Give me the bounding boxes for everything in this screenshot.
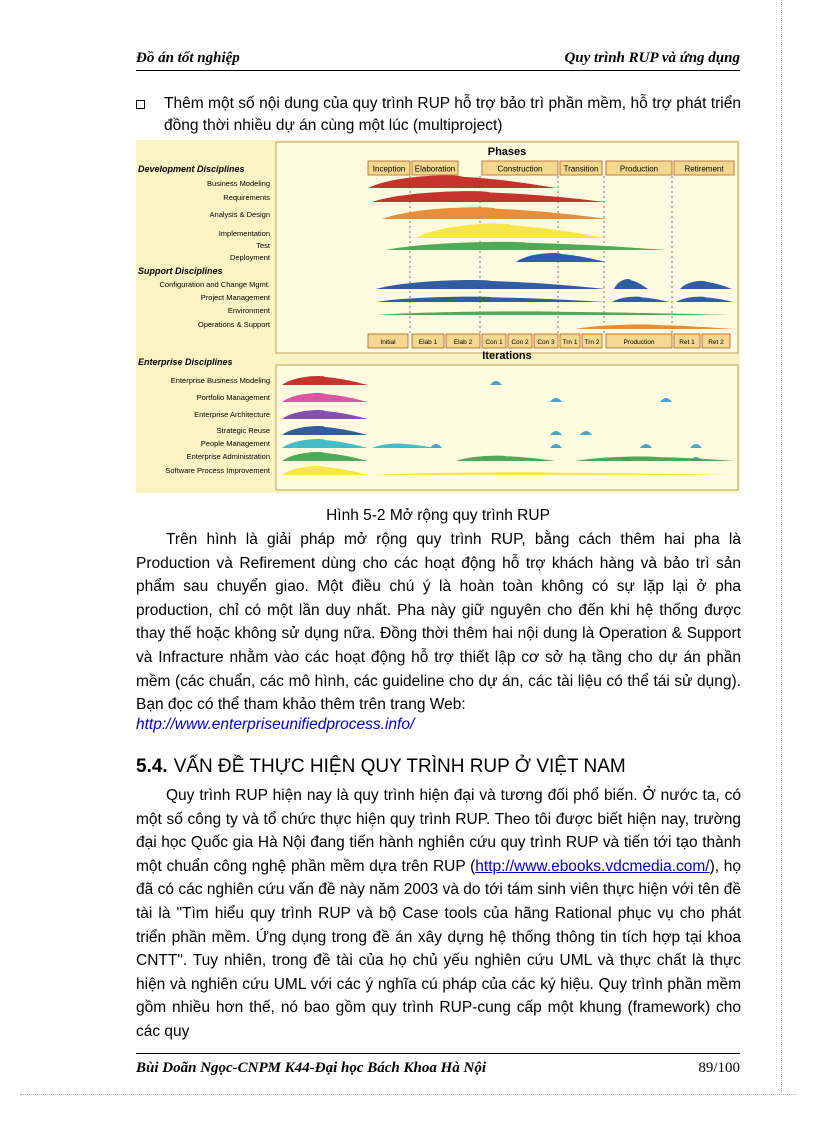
phase-label: Inception <box>372 164 406 174</box>
support-heading: Support Disciplines <box>138 266 223 276</box>
paragraph-2 <box>136 784 741 1044</box>
section-number: 5.4. <box>136 756 168 777</box>
iteration-label: Con 2 <box>511 339 529 346</box>
phase-label: Elaboration <box>414 164 456 174</box>
header-right: Quy trình RUP và ứng dụng <box>564 50 740 66</box>
bullet-square-icon <box>136 100 145 109</box>
iteration-label: Initial <box>380 339 396 346</box>
enterprise-discipline-label: People Management <box>200 439 270 448</box>
iteration-label: Production <box>623 339 655 346</box>
paragraph-2-part-b: ), họ đã có các nghiên cứu vấn đề này năm 2003 và do tới tám sinh viên thực hiện với tên đề tài là "Tìm hiểu quy trình RUP và bộ Case tools của hãng Rational phục vụ cho phát triển phần mềm. Ứng dụng trong đề án xây dựng hệ thống thông tin tích hợp tại khoa CNTT". Tuy nhiên, trong đề tài của họ chủ yếu nghiên cứu UML và thực chất là thực hiện và nghiên cứu UML với các ý nghĩa cú pháp của các ký hiệu. Quy trình phần mềm gồm nhiều hơn thế, nó bao gồm quy trình RUP-cung cấp một khung (framework) cho các quy <box>136 857 741 1040</box>
paragraph-1: Trên hình là giải pháp mở rộng quy trình RUP, bằng cách thêm hai pha là Production và Refirement dùng cho các hoạt động hỗ trợ khách hàng và bảo trì sản phẩm sau chuyển giao. Một điều chú ý là hoàn toàn không có sự lặp lại ở pha production, chỉ có một lần duy nhất. Pha này giữ nguyên cho đến khi hệ thống được thay thế hoặc không sử dụng nữa. Đồng thời thêm hai nội dung là Operation & Support và Infracture nhằm vào các hoạt động hỗ trợ thiết lập cơ sở hạ tầng cho dự án phần mềm (các chuẩn, các mô hình, các guideline cho dự án, các tài liệu có thể tái sử dụng). Bạn đọc có thể tham khảo thêm trên trang Web: <box>136 531 741 714</box>
page-footer <box>136 1053 740 1076</box>
bullet-text: Thêm một số nội dung của quy trình RUP hỗ trợ bảo trì phần mềm, hỗ trợ phát triển đồng thời nhiều dự án cùng một lúc (multiproject) <box>164 95 741 134</box>
dev-discipline-label: Test <box>256 241 270 250</box>
support-discipline-label: Environment <box>227 306 270 315</box>
iteration-label: Trn 1 <box>562 339 578 346</box>
enterprise-discipline-label: Enterprise Business Modeling <box>170 376 270 385</box>
dev-discipline-label: Requirements <box>223 193 270 202</box>
footer-author: Bùi Doãn Ngọc-CNPM K44-Đại học Bách Khoa Hà Nội <box>136 1060 487 1076</box>
figure-caption: Hình 5-2 Mở rộng quy trình RUP <box>326 507 550 524</box>
support-discipline-label: Configuration and Change Mgmt. <box>159 280 270 289</box>
dev-discipline-label: Business Modeling <box>207 179 270 188</box>
page-header <box>136 48 740 71</box>
link-ebooks-vdcmedia[interactable]: http://www.ebooks.vdcmedia.com/ <box>475 857 710 875</box>
enterprise-heading: Enterprise Disciplines <box>138 357 233 367</box>
phase-label: Production <box>619 164 659 174</box>
dev-discipline-label: Analysis & Design <box>209 210 270 219</box>
iteration-label: Elab 1 <box>418 339 438 346</box>
enterprise-discipline-label: Strategic Reuse <box>216 426 270 435</box>
eup-figure <box>136 140 740 493</box>
bullet-item <box>136 93 741 137</box>
iteration-label: Elab 2 <box>453 339 473 346</box>
support-discipline-label: Project Management <box>200 293 270 302</box>
phase-label: Retirement <box>684 164 724 174</box>
phases-title: Phases <box>487 146 527 158</box>
dev-discipline-label: Deployment <box>229 253 270 262</box>
enterprise-discipline-label: Software Process Improvement <box>165 466 270 475</box>
iteration-label: Con 1 <box>485 339 503 346</box>
page-edge-horizontal <box>20 1094 796 1095</box>
dev-discipline-label: Implementation <box>218 229 270 238</box>
enterprise-discipline-label: Enterprise Architecture <box>194 410 270 419</box>
iteration-label: Ret 2 <box>708 339 724 346</box>
iteration-label: Ret 1 <box>679 339 695 346</box>
link-enterprise-unified-process[interactable]: http://www.enterpriseunifiedprocess.info/ <box>136 716 415 733</box>
iteration-label: Con 3 <box>537 339 555 346</box>
page-edge-vertical <box>781 0 782 1095</box>
header-left: Đồ án tốt nghiệp <box>136 50 240 66</box>
iteration-label: Trn 2 <box>584 339 600 346</box>
iterations-title: Iterations <box>482 350 532 362</box>
paragraph-2-part-a: Quy trình RUP hiện nay là quy trình hiện đại và tương đối phổ biến. Ở nước ta, có một số công ty và tổ chức thực hiện quy trình RUP. Theo tôi được biết hiện nay, trường đại học Quốc gia Hà Nội đang tiến hành nghiên cứu quy trình RUP và tiến tới tạo thành một chuẩn công nghệ phần mềm dựa trên RUP ( <box>136 787 741 875</box>
dev-heading: Development Disciplines <box>138 164 245 174</box>
support-discipline-label: Operations & Support <box>197 320 270 329</box>
phase-label: Construction <box>497 164 543 174</box>
enterprise-discipline-label: Portfolio Management <box>196 393 270 402</box>
enterprise-discipline-label: Enterprise Administration <box>186 452 270 461</box>
section-heading <box>136 756 626 778</box>
section-title: VẤN ĐỀ THỰC HIỆN QUY TRÌNH RUP Ở VIỆT NAM <box>173 756 626 777</box>
footer-page-number: 89/100 <box>698 1060 740 1076</box>
phase-label: Transition <box>563 164 599 174</box>
